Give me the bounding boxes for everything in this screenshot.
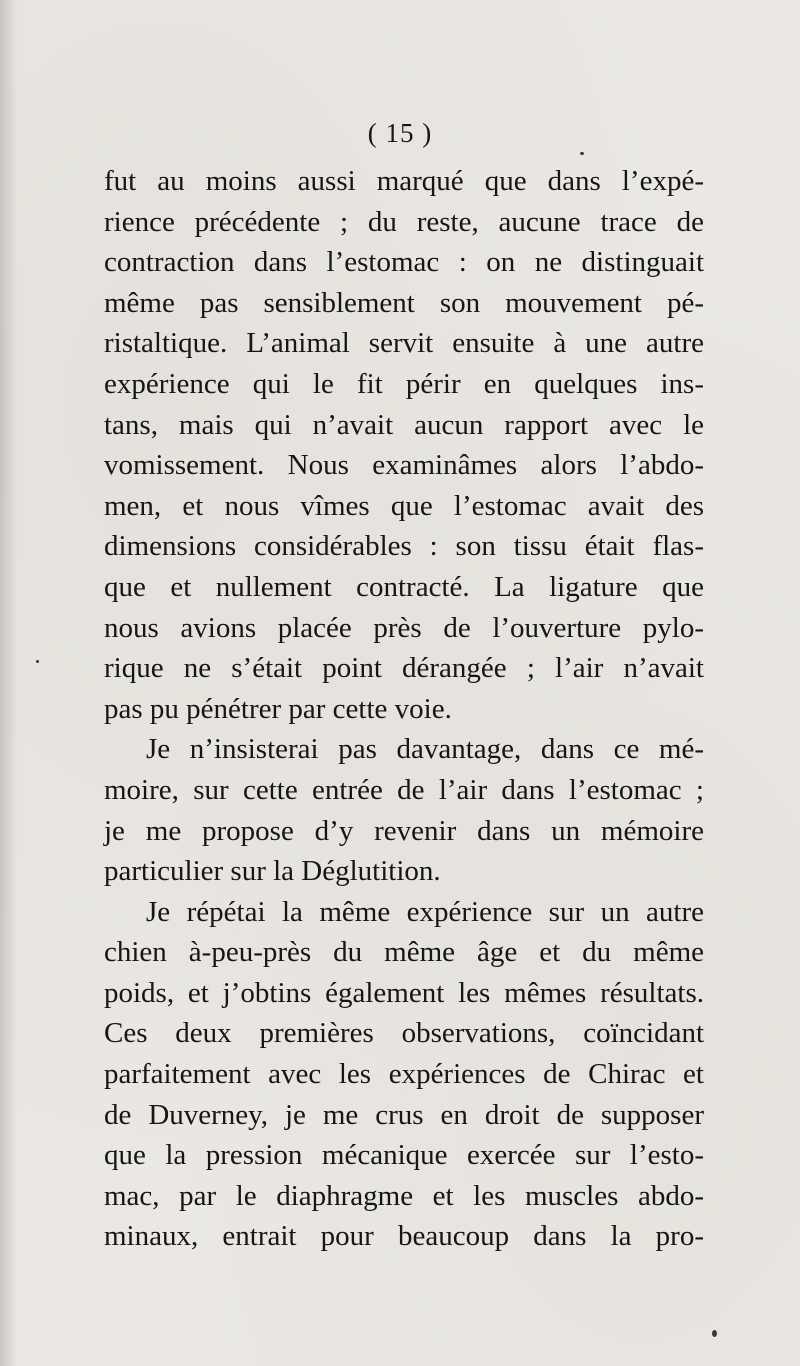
text-line: que la pression mécanique exercée sur l’esto-	[104, 1139, 704, 1172]
ink-speck	[580, 152, 584, 155]
text-line: nous avions placée près de l’ouverture pylo-	[104, 611, 704, 644]
paragraph-1	[104, 161, 704, 729]
text-line: tans, mais qui n’avait aucun rapport avec le	[104, 408, 704, 441]
paragraph-3	[104, 892, 704, 1257]
text-line: rique ne s’était point dérangée ; l’air n’avait	[104, 652, 704, 685]
ink-speck	[712, 1330, 717, 1337]
body-text	[104, 161, 704, 1257]
text-line: vomissement. Nous examinâmes alors l’abdo-	[104, 449, 704, 482]
text-line: je me propose d’y revenir dans un mémoire	[104, 814, 704, 847]
text-line: que et nullement contracté. La ligature que	[104, 570, 704, 603]
text-line: même pas sensiblement son mouvement pé-	[104, 286, 704, 319]
text-line: men, et nous vîmes que l’estomac avait des	[104, 489, 704, 522]
text-line: parfaitement avec les expériences de Chirac et	[104, 1058, 704, 1091]
text-line: Je répétai la même expérience sur un autre	[146, 895, 704, 928]
text-line: ristaltique. L’animal servit ensuite à une autre	[104, 327, 704, 360]
text-line: moire, sur cette entrée de l’air dans l’estomac ;	[104, 773, 704, 806]
text-line: particulier sur la Déglutition.	[104, 855, 441, 888]
text-line: expérience qui le fit périr en quelques ins-	[104, 367, 704, 400]
text-line: dimensions considérables : son tissu était flas-	[104, 530, 704, 563]
paragraph-2	[104, 729, 704, 891]
page-number: ( 15 )	[367, 118, 433, 148]
text-line: fut au moins aussi marqué que dans l’expé-	[104, 165, 704, 197]
text-line: pas pu pénétrer par cette voie.	[104, 692, 452, 725]
text-line: rience précédente ; du reste, aucune trace de	[104, 205, 704, 238]
text-line: minaux, entrait pour beaucoup dans la pro-	[104, 1220, 704, 1253]
ink-speck	[36, 660, 39, 663]
text-line: contraction dans l’estomac : on ne distinguait	[104, 246, 704, 279]
text-line: poids, et j’obtins également les mêmes résultats.	[104, 976, 704, 1009]
text-line: chien à-peu-près du même âge et du même	[104, 936, 704, 969]
text-line: Je n’insisterai pas davantage, dans ce mé-	[146, 733, 704, 766]
text-line: mac, par le diaphragme et les muscles abdo-	[104, 1179, 704, 1212]
page-edge-shadow	[0, 0, 18, 1366]
text-line: Ces deux premières observations, coïncidant	[104, 1017, 704, 1050]
text-line: de Duverney, je me crus en droit de supposer	[104, 1098, 704, 1131]
